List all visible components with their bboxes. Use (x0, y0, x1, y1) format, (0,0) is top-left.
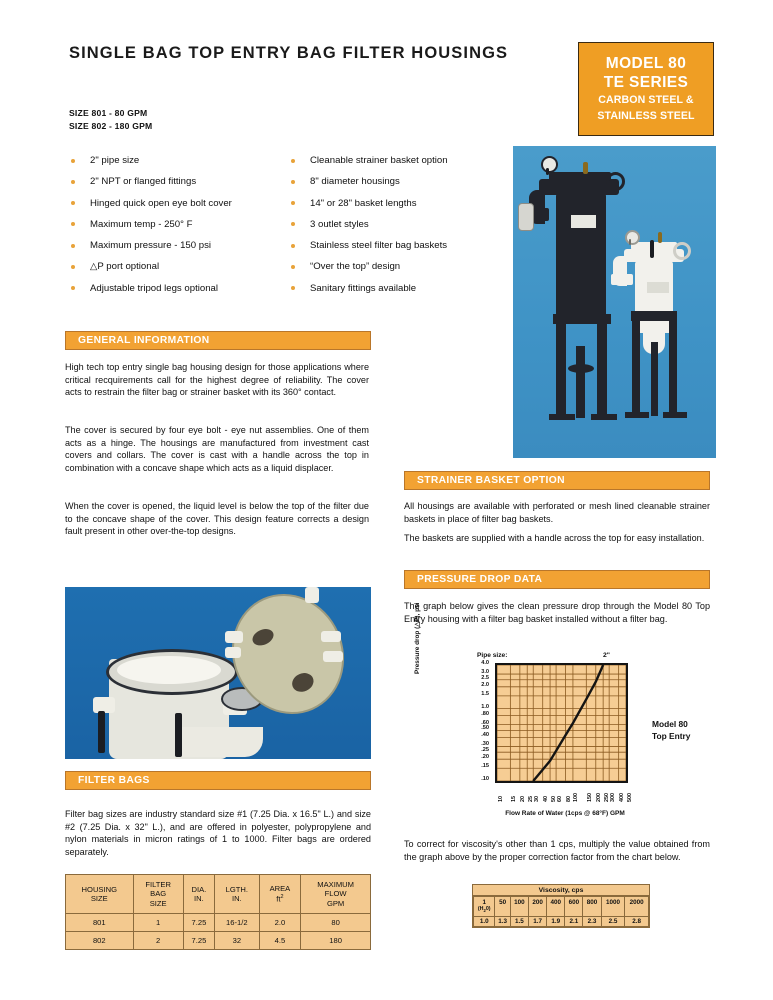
outlet-pipe (177, 727, 263, 757)
feature-column-right (289, 150, 504, 299)
list-item (289, 171, 504, 192)
pressure-drop-paragraph: The graph below gives the clean pressure drop through the Model 80 Top Entry housing with a filter bag basket installed without a filter bag. (404, 601, 710, 624)
bullet-icon (71, 265, 75, 269)
list-item (69, 150, 284, 171)
section-heading-text: GENERAL INFORMATION (78, 335, 210, 346)
table-column-header: 100 (510, 897, 528, 917)
inlet-flange (518, 203, 534, 231)
leg-foot (591, 414, 617, 420)
vessel-body (635, 261, 673, 333)
outlet-flange (568, 364, 594, 373)
table-cell: 1.0 (474, 917, 495, 927)
table-cell: 2.0 (259, 914, 301, 932)
chart-gridlines-vertical (497, 665, 626, 781)
eye-bolt-icon (673, 242, 691, 260)
table-cell: 1.9 (547, 917, 565, 927)
size-summary (69, 107, 152, 133)
chart-plot-area (495, 663, 628, 783)
chart-y-tick-label: 4.0 (481, 660, 489, 666)
vessel-cover (549, 172, 611, 181)
viscosity-correction-note: To correct for viscosity's other than 1 cps, multiply the value obtained from the graph above by the proper correction factor from the chart below. (404, 839, 710, 862)
feature-text: Cleanable strainer basket option (310, 155, 448, 166)
size-line-2: SIZE 802 - 180 GPM (69, 121, 153, 131)
bullet-icon (291, 265, 295, 269)
table-column-header: AREA $ft^2$ (259, 875, 301, 914)
table-row (474, 917, 649, 927)
bullet-icon (291, 244, 295, 248)
chart-y-tick-label: 1.5 (481, 690, 489, 697)
vent-valve-icon (658, 232, 662, 243)
chart-y-tick-label: .10 (481, 776, 489, 782)
bullet-icon (291, 159, 295, 163)
strainer-basket-paragraph-1: All housings are available with perforated or mesh lined cleanable strainer baskets in place of filter bag baskets. (404, 501, 710, 524)
tripod-leg (669, 318, 677, 414)
section-header-general-information (65, 331, 371, 350)
section-header-pressure-drop (404, 570, 710, 589)
cover-lug (225, 631, 243, 643)
table-cell: 1.7 (529, 917, 547, 927)
filter-bag (117, 656, 221, 684)
gauge-stem (546, 168, 549, 175)
table-cell: 2.3 (583, 917, 601, 927)
table-cell: 2.8 (625, 917, 649, 927)
chart-x-tick-label: 20 (520, 796, 527, 802)
tripod-leg (597, 318, 607, 416)
leg-brace (553, 314, 611, 324)
list-item (69, 214, 284, 235)
feature-text: 14" or 28" basket lengths (310, 197, 417, 209)
table-column-header: 600 (565, 897, 583, 917)
chart-y-ticks (467, 652, 493, 790)
bullet-icon (71, 159, 75, 163)
table-column-header: 1 $(H_20)$ (474, 897, 495, 917)
bullet-icon (71, 201, 75, 205)
feature-text: 3 outlet styles (310, 218, 369, 230)
nameplate (647, 282, 669, 293)
leg-foot (625, 412, 649, 418)
chart-y-tick-label: .40 (481, 732, 489, 739)
chart-x-tick-label: 40 (543, 796, 550, 802)
bullet-icon (291, 180, 295, 184)
chart-x-tick-label: 500 (626, 793, 633, 802)
table-cell: 2.1 (565, 917, 583, 927)
bullet-icon (291, 201, 295, 205)
product-photo-housings (513, 146, 716, 458)
chart-caption-line-1: Model 80 (652, 719, 688, 729)
chart-x-tick-label: 250 (603, 793, 610, 802)
table-header-row (66, 875, 371, 914)
table-column-header: 1000 (601, 897, 625, 917)
table-cell: 16-1/2 (215, 914, 260, 932)
feature-text: “Over the top” design (310, 261, 401, 273)
chart-x-tick-label: 25 (527, 796, 534, 802)
filter-bags-paragraph: Filter bag sizes are industry standard size #1 (7.25 Dia. x 16.5" L.) and size #2 (7.25 Dia. x 32" L.), and are offered in polyester, polypropylene and nylon materials in micron ratings of 1 to 1000. Filter bags are ordered separately. (65, 809, 371, 858)
feature-text: Maximum pressure - 150 psi (90, 240, 212, 252)
feature-column-left (69, 150, 284, 299)
housing-spec-table (65, 874, 371, 950)
table-column-header: FILTER BAG SIZE (133, 875, 183, 914)
section-header-strainer-basket (404, 471, 710, 490)
nameplate (571, 215, 596, 228)
pressure-gauge-icon (625, 230, 640, 245)
chart-x-tick-label: 300 (609, 793, 616, 802)
leg-foot (549, 414, 575, 420)
section-heading-text: FILTER BAGS (78, 775, 150, 786)
list-item (289, 278, 504, 299)
general-information-paragraph-3: When the cover is opened, the liquid level is below the top of the filter due to the concave shape of the cover. This design feature corrects a design fault present in other over-the-top designs. (65, 501, 369, 537)
chart-caption-line-2: Top Entry (652, 730, 691, 741)
tripod-leg (632, 318, 640, 414)
chart-y-tick-label: 2.0 (481, 681, 489, 688)
table-row (66, 914, 371, 932)
list-item (69, 193, 284, 214)
table-cell: 7.25 (183, 914, 214, 932)
table-cell: 80 (301, 914, 371, 932)
cover-port (250, 626, 276, 649)
chart-x-tick-label: 30 (533, 796, 540, 802)
cover-port (289, 670, 316, 695)
bullet-icon (71, 180, 75, 184)
gauge-stem (629, 239, 631, 245)
table-column-header: DIA. IN. (183, 875, 214, 914)
chart-y-tick-label: .30 (481, 741, 489, 748)
vessel-body (556, 193, 606, 321)
section-heading-text: PRESSURE DROP DATA (417, 574, 543, 585)
leg-foot (663, 412, 687, 418)
size-line-1: SIZE 801 - 80 GPM (69, 108, 148, 118)
chart-y-tick-label: .50 (481, 725, 489, 732)
table-cell: 1.3 (495, 917, 510, 927)
list-item (289, 235, 504, 256)
chart-x-tick-label: 80 (566, 796, 573, 802)
table-column-header: 2000 (625, 897, 649, 917)
chart-x-tick-label: 60 (556, 796, 563, 802)
table-cell: 32 (215, 932, 260, 950)
bullet-icon (71, 244, 75, 248)
table-cell: 1.5 (510, 917, 528, 927)
list-item (69, 235, 284, 256)
list-item (69, 278, 284, 299)
table-cell: 1 (133, 914, 183, 932)
bullet-icon (291, 286, 295, 290)
list-item (289, 256, 504, 277)
chart-y-tick-label: .60 (481, 719, 489, 726)
general-information-paragraph-1: High tech top entry single bag housing design for those applications where critical recquirements call for the highest degree of reliability. The cover acts to restrain the filter bag or strainer basket with its 360° contact. (65, 362, 369, 398)
tripod-leg (556, 318, 566, 416)
chart-x-tick-label: 15 (510, 796, 517, 802)
chart-y-tick-label: 2.5 (481, 674, 489, 681)
cover-lug (305, 587, 319, 603)
cover-lug (323, 651, 343, 662)
general-information-paragraph-2: The cover is secured by four eye bolt - eye nut assemblies. One of them acts as a hinge. The housings are manufactured from investment cast covers and collars. The cover is cast with a handle across the top in combination with a concave shape which acts as a liquid displacer. (65, 425, 369, 474)
tripod-leg (576, 346, 585, 418)
bullet-icon (291, 222, 295, 226)
table-column-header: HOUSING SIZE (66, 875, 134, 914)
section-header-filter-bags (65, 771, 371, 790)
list-item (289, 193, 504, 214)
chart-y-tick-label: .80 (481, 710, 489, 717)
strainer-basket-paragraph-2: The baskets are supplied with a handle across the top for easy installation. (404, 533, 705, 543)
center-bolt (650, 240, 654, 258)
chart-pipe-size-value: 2" (603, 652, 611, 659)
chart-pipe-size-row (477, 652, 647, 663)
badge-series: TE SERIES (603, 74, 689, 91)
product-photo-open-housing (65, 587, 371, 759)
feature-text: Maximum temp - 250° F (90, 218, 193, 230)
chart-y-tick-label: 1.0 (481, 703, 489, 710)
table-cell: 802 (66, 932, 134, 950)
badge-material-1: CARBON STEEL & (598, 94, 694, 106)
chart-y-tick-label: 3.0 (481, 669, 489, 676)
page-title: SINGLE BAG TOP ENTRY BAG FILTER HOUSINGS (69, 44, 509, 62)
table-cell: 2 (133, 932, 183, 950)
list-item (289, 150, 504, 171)
badge-model: MODEL 80 (605, 55, 687, 72)
chart-series-line (533, 665, 603, 781)
table-cell: 7.25 (183, 932, 214, 950)
model-badge (578, 42, 714, 136)
table-column-header: 800 (583, 897, 601, 917)
chart-y-tick-label: .20 (481, 754, 489, 761)
feature-text: Hinged quick open eye bolt cover (90, 197, 232, 209)
table-cell: 801 (66, 914, 134, 932)
feature-text: △P port optional (90, 261, 160, 273)
eye-bolt (175, 713, 182, 757)
table-row (474, 897, 649, 917)
chart-y-axis-label: Pressure drop (△P), psi (414, 602, 421, 674)
feature-text: 8" diameter housings (310, 176, 400, 188)
chart-y-tick-label: .15 (481, 763, 489, 770)
feature-text: Adjustable tripod legs optional (90, 282, 219, 294)
feature-text: 2" NPT or flanged fittings (90, 176, 197, 188)
chart-pipe-size-label: Pipe size: (477, 652, 508, 659)
list-item (289, 214, 504, 235)
chart-caption (652, 719, 690, 742)
table-column-header: 400 (547, 897, 565, 917)
eye-bolt-icon (606, 172, 625, 191)
chart-x-axis-label: Flow Rate of Water (1cps @ 68°F) GPM (505, 810, 625, 817)
eye-bolt (98, 711, 105, 753)
chart-gridlines-horizontal (497, 665, 626, 781)
chart-svg (497, 665, 626, 781)
table-column-header: 50 (495, 897, 510, 917)
chart-x-ticks (495, 785, 633, 807)
chart-x-tick-label: 50 (550, 796, 557, 802)
chart-x-tick-label: 400 (619, 793, 626, 802)
table-column-header: MAXIMUM FLOW GPM (301, 875, 371, 914)
table-body (66, 914, 371, 950)
feature-text: 2" pipe size (90, 155, 140, 166)
vessel-cover (631, 242, 677, 250)
table-cell: 2.5 (601, 917, 625, 927)
chart-x-tick-label: 10 (497, 796, 504, 802)
list-item (69, 256, 284, 277)
badge-material-2: STAINLESS STEEL (597, 110, 695, 122)
table-column-header: 200 (529, 897, 547, 917)
chart-x-tick-label: 150 (586, 793, 593, 802)
vent-valve-icon (583, 162, 588, 174)
chart-x-tick-label: 100 (573, 793, 580, 802)
table-row (66, 932, 371, 950)
section-heading-text: STRAINER BASKET OPTION (417, 475, 565, 486)
inlet-pipe (611, 274, 633, 285)
cover-lug (321, 631, 341, 642)
bullet-icon (71, 222, 75, 226)
feature-text: Sanitary fittings available (310, 282, 417, 294)
bullet-icon (71, 286, 75, 290)
pressure-gauge-icon (541, 156, 558, 173)
table-cell: 4.5 (259, 932, 301, 950)
viscosity-table-title: Viscosity, cps (473, 885, 649, 896)
tripod-leg (651, 342, 658, 416)
viscosity-table (472, 884, 650, 928)
cover-lug (225, 647, 241, 658)
table-column-header: LGTH. IN. (215, 875, 260, 914)
chart-x-tick-label: 200 (596, 793, 603, 802)
chart-y-tick-label: .25 (481, 747, 489, 754)
list-item (69, 171, 284, 192)
table-cell: 180 (301, 932, 371, 950)
feature-text: Stainless steel filter bag baskets (310, 240, 448, 252)
